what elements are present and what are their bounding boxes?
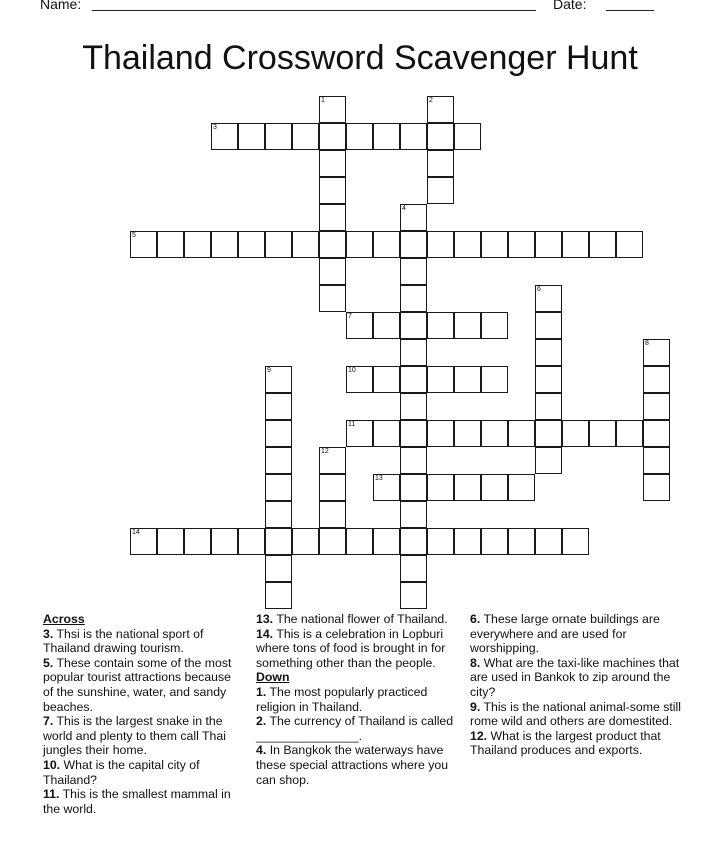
grid-cell[interactable] [643,339,670,366]
grid-cell[interactable] [427,150,454,177]
grid-cell[interactable] [319,123,346,150]
clue-number-label: 11 [348,421,356,428]
grid-cell[interactable] [319,474,346,501]
grid-cell[interactable] [562,528,589,555]
clue-number-label: 2 [429,97,433,104]
clue-text: These large ornate buildings are everywhere and are used for worshipping. [470,612,660,656]
grid-cell[interactable] [427,312,454,339]
down-clue [470,656,685,700]
clue-number-label: 6 [537,286,541,293]
clue-number-label: 7 [348,313,352,320]
grid-cell[interactable] [319,285,346,312]
clue-text: This is the national animal-some still rome wild and others are domestited. [470,699,681,729]
grid-cell[interactable] [535,231,562,258]
grid-cell[interactable] [427,366,454,393]
grid-cell[interactable] [346,366,373,393]
grid-cell[interactable] [589,231,616,258]
grid-cell[interactable] [616,420,643,447]
clue-number: 14. [256,626,274,641]
grid-cell[interactable] [319,447,346,474]
grid-cell[interactable] [319,258,346,285]
grid-cell[interactable] [346,231,373,258]
grid-cell[interactable] [373,420,400,447]
clue-number-label: 12 [321,448,329,455]
grid-cell[interactable] [292,528,319,555]
grid-cell[interactable] [373,312,400,339]
grid-cell[interactable] [616,231,643,258]
grid-cell[interactable] [400,420,427,447]
clue-number-label: 1 [321,97,325,104]
grid-cell[interactable] [562,231,589,258]
grid-cell[interactable] [535,420,562,447]
grid-cell[interactable] [400,393,427,420]
clue-number-label: 9 [267,367,271,374]
grid-cell[interactable] [454,366,481,393]
grid-cell[interactable] [400,312,427,339]
clue-text: This is the largest snake in the world and plenty to them call Thai jungles their home. [43,714,226,758]
clues-column-1 [43,612,243,816]
grid-cell[interactable] [373,231,400,258]
grid-cell[interactable] [535,528,562,555]
grid-cell[interactable] [265,474,292,501]
grid-cell[interactable] [643,447,670,474]
grid-cell[interactable] [265,528,292,555]
down-clue [470,729,685,758]
grid-cell[interactable] [319,177,346,204]
grid-cell[interactable] [373,528,400,555]
date-label: Date: [553,0,587,12]
grid-cell[interactable] [535,312,562,339]
grid-cell[interactable] [211,231,238,258]
clues-column-3 [470,612,685,758]
grid-cell[interactable] [454,123,481,150]
grid-cell[interactable] [265,447,292,474]
down-clue [470,612,685,656]
down-clue [256,743,461,787]
grid-cell[interactable] [319,150,346,177]
grid-cell[interactable] [508,474,535,501]
grid-cell[interactable] [184,231,211,258]
grid-cell[interactable] [130,528,157,555]
date-blank [606,10,654,11]
grid-cell[interactable] [481,528,508,555]
clue-text: What is the largest product that Thailand produces and exports. [470,728,661,758]
grid-cell[interactable] [346,123,373,150]
grid-cell[interactable] [373,474,400,501]
grid-cell[interactable] [238,231,265,258]
grid-cell[interactable] [400,474,427,501]
grid-cell[interactable] [508,528,535,555]
across-clue [256,612,461,627]
clue-number: 6. [470,612,481,626]
clue-text: Thsi is the national sport of Thailand drawing tourism. [43,626,204,656]
grid-cell[interactable] [400,501,427,528]
grid-cell[interactable] [454,528,481,555]
grid-cell[interactable] [454,312,481,339]
grid-cell[interactable] [427,123,454,150]
grid-cell[interactable] [157,528,184,555]
grid-cell[interactable] [481,231,508,258]
grid-cell[interactable] [427,474,454,501]
clue-number: 7. [43,714,54,729]
grid-cell[interactable] [265,366,292,393]
grid-cell[interactable] [373,366,400,393]
grid-cell[interactable] [535,285,562,312]
clue-number: 12. [470,728,488,743]
grid-cell[interactable] [427,420,454,447]
grid-cell[interactable] [454,474,481,501]
grid-cell[interactable] [427,528,454,555]
clue-number: 5. [43,655,54,670]
clue-number-label: 3 [213,124,217,131]
grid-cell[interactable] [535,366,562,393]
grid-cell[interactable] [427,231,454,258]
grid-cell[interactable] [400,231,427,258]
grid-cell[interactable] [481,420,508,447]
clue-text: This is a celebration in Lopburi where tons of food is brought in for something other than the people. [256,626,446,670]
grid-cell[interactable] [319,528,346,555]
clue-number: 13. [256,612,274,626]
across-clue [43,656,243,714]
across-heading: Across [43,612,85,626]
clue-text: This is the smallest mammal in the world. [43,787,231,816]
grid-cell[interactable] [400,339,427,366]
grid-cell[interactable] [265,231,292,258]
grid-cell[interactable] [400,258,427,285]
grid-cell[interactable] [400,204,427,231]
grid-cell[interactable] [427,96,454,123]
clues-column-2 [256,612,461,787]
clue-text: The national flower of Thailand. [276,612,448,626]
grid-cell[interactable] [292,231,319,258]
clue-text: What are the taxi-like machines that are used in Bankok to zip around the city? [470,655,680,699]
clue-number-label: 14 [132,529,140,536]
grid-cell[interactable] [643,393,670,420]
across-clue [43,714,243,758]
grid-cell[interactable] [130,231,157,258]
clue-number: 2. [256,714,267,729]
across-clue [43,627,243,656]
grid-cell[interactable] [346,528,373,555]
across-clue [256,627,461,671]
worksheet-header [0,0,720,18]
clue-text: In Bangkok the waterways have these special attractions where you can shop. [256,743,449,787]
grid-cell[interactable] [508,420,535,447]
grid-cell[interactable] [265,393,292,420]
clue-text: The currency of Thailand is called _______________. [256,714,454,743]
grid-cell[interactable] [157,231,184,258]
grid-cell[interactable] [292,123,319,150]
page-title: Thailand Crossword Scavenger Hunt [82,39,638,77]
grid-cell[interactable] [481,312,508,339]
grid-cell[interactable] [643,474,670,501]
clue-number-label: 10 [348,367,356,374]
grid-cell[interactable] [643,366,670,393]
across-clue [43,758,243,787]
grid-cell[interactable] [238,528,265,555]
down-clue [470,700,685,729]
grid-cell[interactable] [265,582,292,609]
clue-number-label: 5 [132,232,136,239]
grid-cell[interactable] [481,366,508,393]
grid-cell[interactable] [400,582,427,609]
grid-cell[interactable] [535,393,562,420]
clue-text: The most popularly practiced religion in Thailand. [256,684,428,714]
clue-number-label: 13 [375,475,383,482]
grid-cell[interactable] [373,123,400,150]
grid-cell[interactable] [265,555,292,582]
grid-cell[interactable] [481,474,508,501]
grid-cell[interactable] [454,231,481,258]
grid-cell[interactable] [643,420,670,447]
grid-cell[interactable] [265,123,292,150]
grid-cell[interactable] [535,339,562,366]
grid-cell[interactable] [589,420,616,447]
grid-cell[interactable] [319,204,346,231]
grid-cell[interactable] [319,231,346,258]
grid-cell[interactable] [400,555,427,582]
clue-text: These contain some of the most popular tourist attractions because of the sunshine, water, and sandy beaches. [43,655,232,714]
grid-cell[interactable] [400,447,427,474]
name-label: Name: [40,0,82,12]
name-blank [92,10,536,11]
grid-cell[interactable] [535,447,562,474]
grid-cell[interactable] [319,96,346,123]
grid-cell[interactable] [400,366,427,393]
grid-cell[interactable] [346,420,373,447]
grid-cell[interactable] [400,285,427,312]
grid-cell[interactable] [211,123,238,150]
grid-cell[interactable] [508,231,535,258]
grid-cell[interactable] [265,420,292,447]
clue-number: 10. [43,757,61,772]
clue-number: 9. [470,699,481,714]
across-clue [43,787,243,816]
grid-cell[interactable] [238,123,265,150]
down-clue [256,685,461,714]
grid-cell[interactable] [184,528,211,555]
grid-cell[interactable] [400,123,427,150]
grid-cell[interactable] [427,177,454,204]
clue-text: What is the capital city of Thailand? [43,757,200,787]
clue-number: 3. [43,626,54,641]
grid-cell[interactable] [319,501,346,528]
grid-cell[interactable] [211,528,238,555]
clue-number: 11. [43,787,60,802]
down-heading: Down [256,670,290,685]
grid-cell[interactable] [400,528,427,555]
clue-number: 4. [256,743,267,758]
grid-cell[interactable] [346,312,373,339]
clue-number-label: 4 [402,205,406,212]
down-clue [256,714,461,743]
grid-cell[interactable] [454,420,481,447]
clue-number: 1. [256,684,267,699]
clue-number-label: 8 [645,340,649,347]
grid-cell[interactable] [562,420,589,447]
grid-cell[interactable] [265,501,292,528]
clue-number: 8. [470,655,481,670]
